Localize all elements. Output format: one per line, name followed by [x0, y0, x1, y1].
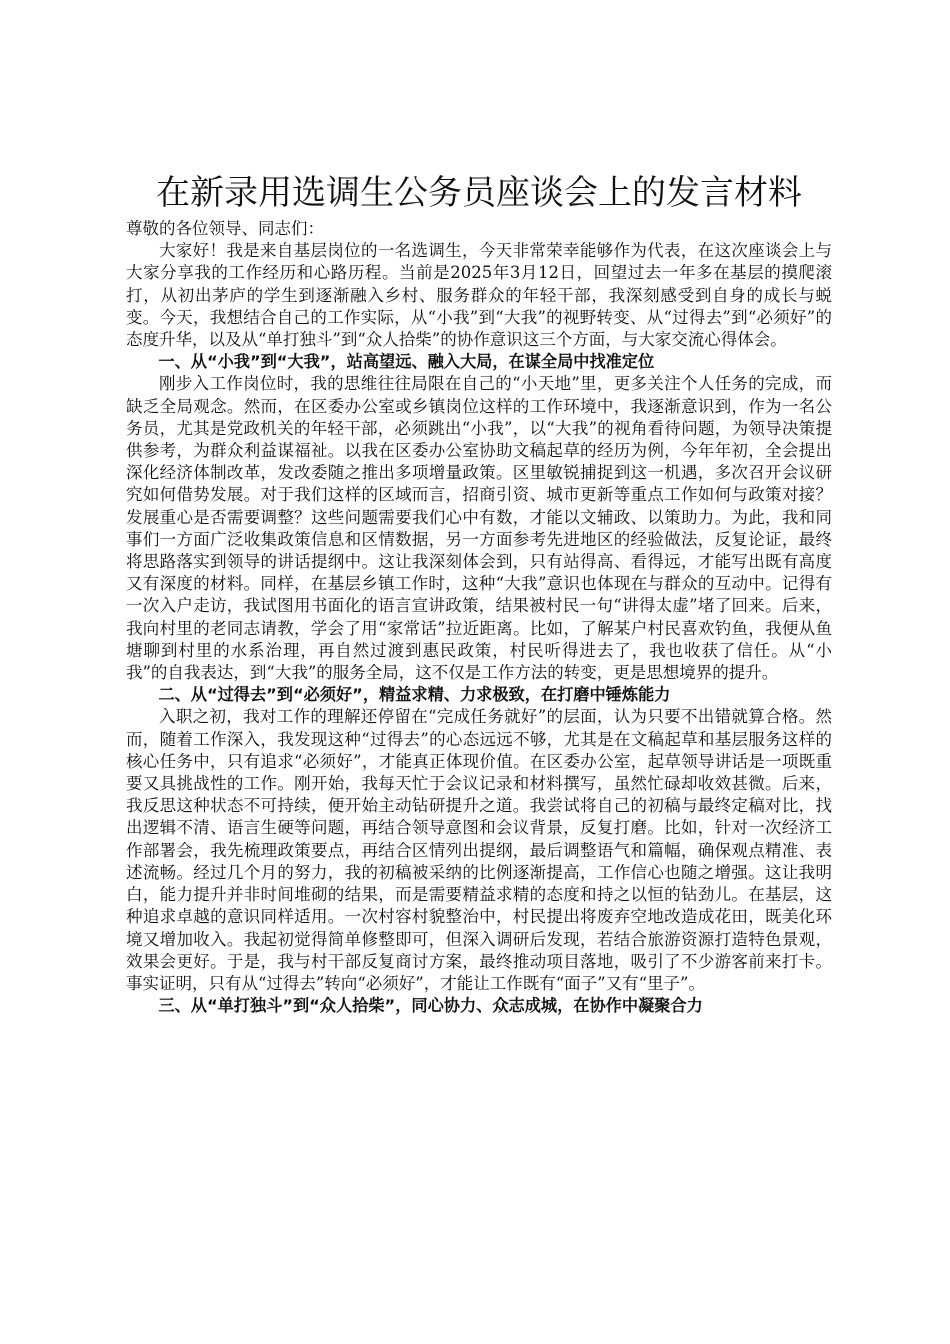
section-3-heading: 三、从“单打独斗”到“众人拾柴”，同心协力、众志成城，在协作中凝聚合力 [158, 996, 703, 1016]
section-2-paragraph: 入职之初，我对工作的理解还停留在“完成任务就好”的层面，认为只要不出错就算合格。然而，随着工作深入，我发现这种“过得去”的心态远远不够，尤其是在文稿起草和基层服务这样的核心任务中，只有追求“必须好”，才能真正体现价值。在区委办公室，起草领导讲话是一项既重要又具挑战性的工作。刚开始，我每天忙于会议记录和材料撰写，虽然忙碌却收效甚微。后来，我反思这种状态不可持续，便开始主动钻研提升之道。我尝试将自己的初稿与最终定稿对比，找出逻辑不清、语言生硬等问题，再结合领导意图和会议背景，反复打磨。比如，针对一次经济工作部署会，我先梳理政策要点，再结合区情列出提纲，最后调整语气和篇幅，确保观点精准、表述流畅。经过几个月的努力，我的初稿被采纳的比例逐渐提高，工作信心也随之增强。这让我明白，能力提升并非时间堆砌的结果，而是需要精益求精的态度和持之以恒的钻劲儿。在基层，这种追求卓越的意识同样适用。一次村容村貌整治中，村民提出将废弃空地改造成花田，既美化环境又增加收入。我起初觉得简单修整即可，但深入调研后发现，若结合旅游资源打造特色景观，效果会更好。于是，我与村干部反复商讨方案，最终推动项目落地，吸引了不少游客前来打卡。事实证明，只有从“过得去”转向“必须好”，才能让工作既有“面子”又有“里子”。 [126, 707, 832, 993]
section-2-heading: 二、从“过得去”到“必须好”，精益求精、力求极致，在打磨中锤炼能力 [158, 685, 671, 705]
intro-paragraph: 大家好！我是来自基层岗位的一名选调生，今天非常荣幸能够作为代表，在这次座谈会上与大家分享我的工作经历和心路历程。当前是2025年3月12日，回望过去一年多在基层的摸爬滚打，从初出茅庐的学生到逐渐融入乡村、服务群众的年轻干部，我深刻感受到自身的成长与蜕变。今天，我想结合自己的工作实际，从“小我”到“大我”的视野转变、从“过得去”到“必须好”的态度升华，以及从“单打独斗”到“众人拾柴”的协作意识这三个方面，与大家交流心得体会。 [126, 241, 832, 350]
section-1-heading: 一、从“小我”到“大我”，站高望远、融入大局，在谋全局中找准定位 [158, 352, 655, 372]
section-1-paragraph: 刚步入工作岗位时，我的思维往往局限在自己的“小天地”里，更多关注个人任务的完成，而缺乏全局观念。然而，在区委办公室或乡镇岗位这样的工作环境中，我逐渐意识到，作为一名公务员，尤其是党政机关的年轻干部，必须跳出“小我”，以“大我”的视角看待问题，为领导决策提供参考，为群众利益谋福祉。以我在区委办公室协助文稿起草的经历为例，今年年初，全会提出深化经济体制改革，发改委随之推出多项增量政策。区里敏锐捕捉到这一机遇，多次召开会议研究如何借势发展。对于我们这样的区域而言，招商引资、城市更新等重点工作如何与政策对接？发展重心是否需要调整？这些问题需要我们心中有数，才能以文辅政、以策助力。为此，我和同事们一方面广泛收集政策信息和区情数据，另一方面参考先进地区的经验做法，反复论证，最终将思路落实到领导的讲话提纲中。这让我深刻体会到，只有站得高、看得远，才能写出既有高度又有深度的材料。同样，在基层乡镇工作时，这种“大我”意识也体现在与群众的互动中。记得有一次入户走访，我试图用书面化的语言宣讲政策，结果被村民一句“讲得太虚”堵了回来。后来，我向村里的老同志请教，学会了用“家常话”拉近距离。比如，了解某户村民喜欢钓鱼，我便从鱼塘聊到村里的水系治理，再自然过渡到惠民政策，村民听得进去了，我也收获了信任。从“小我”的自我表达，到“大我”的服务全局，这不仅是工作方法的转变，更是思想境界的提升。 [126, 374, 832, 683]
document-page [126, 168, 832, 1017]
document-title: 在新录用选调生公务员座谈会上的发言材料 [156, 173, 802, 213]
salutation: 尊敬的各位领导、同志们： [126, 219, 324, 238]
